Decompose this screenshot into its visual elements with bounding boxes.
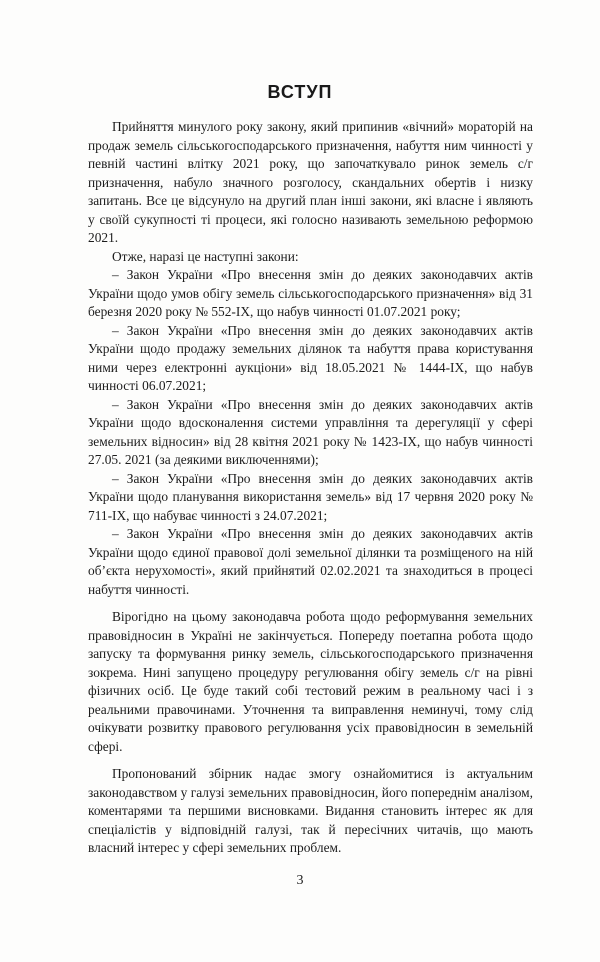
page-title: ВСТУП: [267, 82, 333, 102]
reform-paragraph: Вірогідно на цьому законодавча робота щодо реформування земельних правовідносин в Україні не закінчується. Попереду поетапна робота щодо запуску та формування ринку земель, сільськогосподарського призначення зокрема. Нині запущено процедуру регулювання обігу земель с/г на рівні фізичних осіб. Це буде такий собі тестовий режим в реальному часі і з реальними правочинами. Уточнення та виправлення неминучі, тому слід очікувати розвитку правового регулювання усіх правовідносин в земельній сфері.: [88, 609, 533, 754]
intro-paragraph: Прийняття минулого року закону, який припинив «вічний» мораторій на продаж земель сільськогосподарського призначення, набуття ним чинності у певній частині влітку 2021 року, що започаткувало ринок земель с/г призначення, набуло значного розголосу, скандальних обертів і низку запитань. Все це відсунуло на другий план інші закони, які власне і являють у своїй сукупності ті процеси, які голосно називають земельною реформою 2021.: [88, 119, 533, 245]
collection-paragraph: Пропонований збірник надає змогу ознайомитися із актуальним законодавством у галузі земельних правовідносин, його попереднім аналізом, коментарями та першими висновками. Видання становить інтерес як для спеціалістів у відповідній галузі, так й пересічних читачів, що мають власний інтерес у сфері земельних проблем.: [88, 766, 533, 855]
law-item: – Закон України «Про внесення змін до деяких законодавчих актів України щодо планування використання земель» від 17 червня 2020 року № 711-IX, що набуває чинності з 24.07.2021;: [88, 470, 533, 523]
document-body: [88, 118, 533, 858]
law-item: – Закон України «Про внесення змін до деяких законодавчих актів України щодо єдиної правової долі земельної ділянки та розміщеного на ній об’єкта нерухомості», який прийнятий 02.02.2021 та знаходиться в процесі набуття чинності.: [88, 526, 533, 597]
page-number: 3: [296, 873, 304, 888]
law-item: – Закон України «Про внесення змін до деяких законодавчих актів України щодо продажу земельних ділянок та набуття права користування ними через електронні аукціони» від 18.05.2021 № 1444-IX, що набув чинності 06.07.2021;: [88, 322, 533, 393]
list-intro-paragraph: Отже, наразі це наступні закони:: [112, 248, 299, 264]
law-item: – Закон України «Про внесення змін до деяких законодавчих актів України щодо вдосконалення системи управління та дерегуляції у сфері земельних відносин» від 28 квітня 2021 року № 1423-IX, що набув чинності 27.05. 2021 (за деякими виключеннями);: [88, 396, 533, 467]
law-item: – Закон України «Про внесення змін до деяких законодавчих актів України щодо умов обігу земель сільськогосподарського призначення» від 31 березня 2020 року № 552-IX, що набув чинності 01.07.2021 року;: [88, 267, 533, 319]
